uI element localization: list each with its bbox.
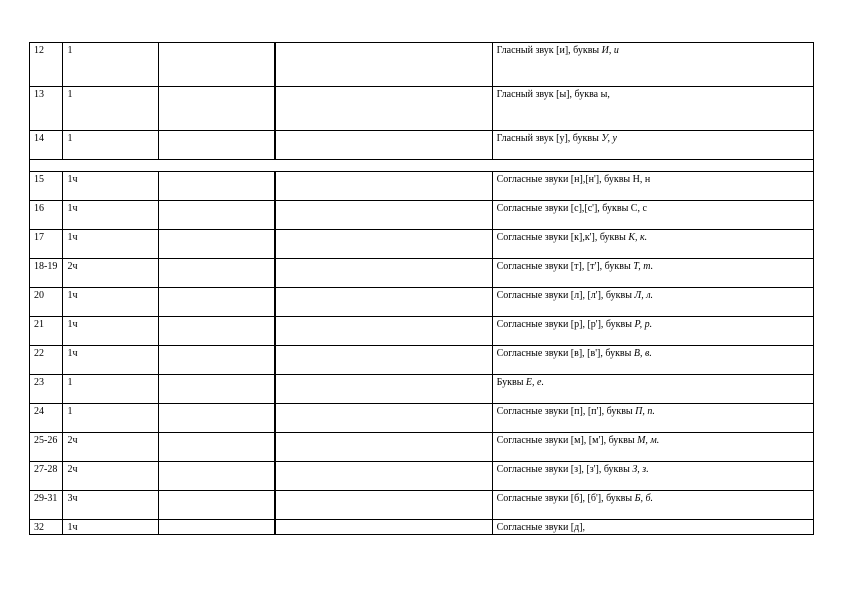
lesson-number-cell: 27-28 bbox=[30, 462, 63, 491]
lesson-number-cell: 29-31 bbox=[30, 491, 63, 520]
topic-text: Согласные звуки [л], [л'], буквы bbox=[496, 290, 635, 301]
hours-cell: 1ч bbox=[63, 230, 158, 259]
topic-text: Согласные звуки [д], bbox=[496, 522, 586, 533]
table-separator-row bbox=[30, 160, 814, 172]
table-row bbox=[30, 288, 814, 317]
hours-cell: 2ч bbox=[63, 462, 158, 491]
empty-cell bbox=[275, 462, 492, 491]
lesson-number-cell: 32 bbox=[30, 520, 63, 535]
table-row bbox=[30, 201, 814, 230]
empty-cell bbox=[275, 375, 492, 404]
topic-cell bbox=[492, 462, 813, 491]
hours-cell: 1ч bbox=[63, 317, 158, 346]
empty-cell bbox=[158, 288, 275, 317]
table-row bbox=[30, 87, 814, 131]
table-row bbox=[30, 346, 814, 375]
topic-text: Гласный звук [у], буквы bbox=[496, 133, 602, 144]
empty-cell bbox=[275, 491, 492, 520]
hours-cell: 1 bbox=[63, 375, 158, 404]
topic-text: Гласный звук [ы], буква ы, bbox=[496, 89, 610, 100]
empty-cell bbox=[158, 230, 275, 259]
topic-text: Е, е. bbox=[525, 377, 544, 388]
empty-cell bbox=[275, 131, 492, 160]
table-row bbox=[30, 230, 814, 259]
lesson-number-cell: 16 bbox=[30, 201, 63, 230]
lesson-number-cell: 23 bbox=[30, 375, 63, 404]
table-row bbox=[30, 462, 814, 491]
lesson-number-cell: 25-26 bbox=[30, 433, 63, 462]
lesson-number-cell: 18-19 bbox=[30, 259, 63, 288]
topic-text: Согласные звуки [з], [з'], буквы bbox=[496, 464, 633, 475]
empty-cell bbox=[275, 259, 492, 288]
empty-cell bbox=[158, 201, 275, 230]
topic-text: К, к. bbox=[628, 232, 648, 243]
lesson-number-cell: 21 bbox=[30, 317, 63, 346]
empty-cell bbox=[158, 131, 275, 160]
topic-cell bbox=[492, 259, 813, 288]
hours-cell: 1 bbox=[63, 87, 158, 131]
hours-cell: 1ч bbox=[63, 201, 158, 230]
empty-cell bbox=[158, 462, 275, 491]
topic-text: У, у bbox=[601, 133, 617, 144]
empty-cell bbox=[275, 317, 492, 346]
empty-cell bbox=[275, 172, 492, 201]
empty-cell bbox=[158, 317, 275, 346]
topic-text: П, п. bbox=[635, 406, 655, 417]
lesson-number-cell: 12 bbox=[30, 43, 63, 87]
empty-cell bbox=[158, 43, 275, 87]
table-row bbox=[30, 491, 814, 520]
empty-cell bbox=[158, 404, 275, 433]
empty-cell bbox=[158, 259, 275, 288]
topic-cell bbox=[492, 433, 813, 462]
topic-text: З, з. bbox=[632, 464, 649, 475]
empty-cell bbox=[158, 375, 275, 404]
topic-text: Л, л. bbox=[634, 290, 654, 301]
topic-text: В, в. bbox=[633, 348, 652, 359]
hours-cell: 1ч bbox=[63, 172, 158, 201]
table-row bbox=[30, 172, 814, 201]
empty-cell bbox=[158, 520, 275, 535]
topic-cell bbox=[492, 404, 813, 433]
topic-cell bbox=[492, 87, 813, 131]
topic-cell bbox=[492, 131, 813, 160]
topic-cell bbox=[492, 230, 813, 259]
topic-text: М, м. bbox=[637, 435, 660, 446]
empty-cell bbox=[158, 87, 275, 131]
empty-cell bbox=[275, 87, 492, 131]
topic-text: Буквы bbox=[496, 377, 526, 388]
empty-cell bbox=[158, 172, 275, 201]
lesson-number-cell: 22 bbox=[30, 346, 63, 375]
separator-cell bbox=[30, 160, 814, 172]
hours-cell: 1ч bbox=[63, 520, 158, 535]
table-row bbox=[30, 375, 814, 404]
topic-text: Согласные звуки [н],[н'], буквы Н, н bbox=[496, 174, 651, 185]
lesson-number-cell: 17 bbox=[30, 230, 63, 259]
topic-text: Согласные звуки [в], [в'], буквы bbox=[496, 348, 634, 359]
hours-cell: 2ч bbox=[63, 259, 158, 288]
topic-text: Согласные звуки [р], [р'], буквы bbox=[496, 319, 635, 330]
table-row bbox=[30, 43, 814, 87]
table-row bbox=[30, 520, 814, 535]
empty-cell bbox=[158, 433, 275, 462]
hours-cell: 3ч bbox=[63, 491, 158, 520]
topic-text: Согласные звуки [б], [б'], буквы bbox=[496, 493, 635, 504]
topic-text: Согласные звуки [т], [т'], буквы bbox=[496, 261, 634, 272]
lesson-plan-table bbox=[29, 42, 814, 535]
topic-text: Согласные звуки [п], [п'], буквы bbox=[496, 406, 636, 417]
hours-cell: 2ч bbox=[63, 433, 158, 462]
topic-cell bbox=[492, 172, 813, 201]
lesson-number-cell: 14 bbox=[30, 131, 63, 160]
hours-cell: 1ч bbox=[63, 288, 158, 317]
topic-cell bbox=[492, 288, 813, 317]
empty-cell bbox=[275, 201, 492, 230]
table-row bbox=[30, 131, 814, 160]
lesson-number-cell: 24 bbox=[30, 404, 63, 433]
empty-cell bbox=[275, 520, 492, 535]
table-body bbox=[30, 43, 814, 535]
empty-cell bbox=[158, 491, 275, 520]
topic-cell bbox=[492, 520, 813, 535]
lesson-number-cell: 15 bbox=[30, 172, 63, 201]
empty-cell bbox=[275, 433, 492, 462]
topic-cell bbox=[492, 346, 813, 375]
topic-text: Согласные звуки [м], [м'], буквы bbox=[496, 435, 638, 446]
lesson-number-cell: 20 bbox=[30, 288, 63, 317]
empty-cell bbox=[275, 230, 492, 259]
topic-text: Р, р. bbox=[634, 319, 653, 330]
topic-text: И, и bbox=[601, 45, 619, 56]
topic-cell bbox=[492, 317, 813, 346]
hours-cell: 1 bbox=[63, 404, 158, 433]
topic-text: Согласные звуки [к],к'], буквы bbox=[496, 232, 629, 243]
hours-cell: 1 bbox=[63, 43, 158, 87]
empty-cell bbox=[275, 346, 492, 375]
lesson-number-cell: 13 bbox=[30, 87, 63, 131]
topic-text: Гласный звук [и], буквы bbox=[496, 45, 602, 56]
topic-cell bbox=[492, 375, 813, 404]
empty-cell bbox=[275, 288, 492, 317]
hours-cell: 1ч bbox=[63, 346, 158, 375]
topic-cell bbox=[492, 491, 813, 520]
table-row bbox=[30, 404, 814, 433]
topic-text: Согласные звуки [с],[с'], буквы С, с bbox=[496, 203, 647, 214]
table-row bbox=[30, 433, 814, 462]
empty-cell bbox=[275, 43, 492, 87]
topic-text: Б, б. bbox=[634, 493, 654, 504]
empty-cell bbox=[158, 346, 275, 375]
table-row bbox=[30, 259, 814, 288]
hours-cell: 1 bbox=[63, 131, 158, 160]
table-row bbox=[30, 317, 814, 346]
empty-cell bbox=[275, 404, 492, 433]
topic-cell bbox=[492, 43, 813, 87]
topic-text: Т, т. bbox=[633, 261, 654, 272]
topic-cell bbox=[492, 201, 813, 230]
